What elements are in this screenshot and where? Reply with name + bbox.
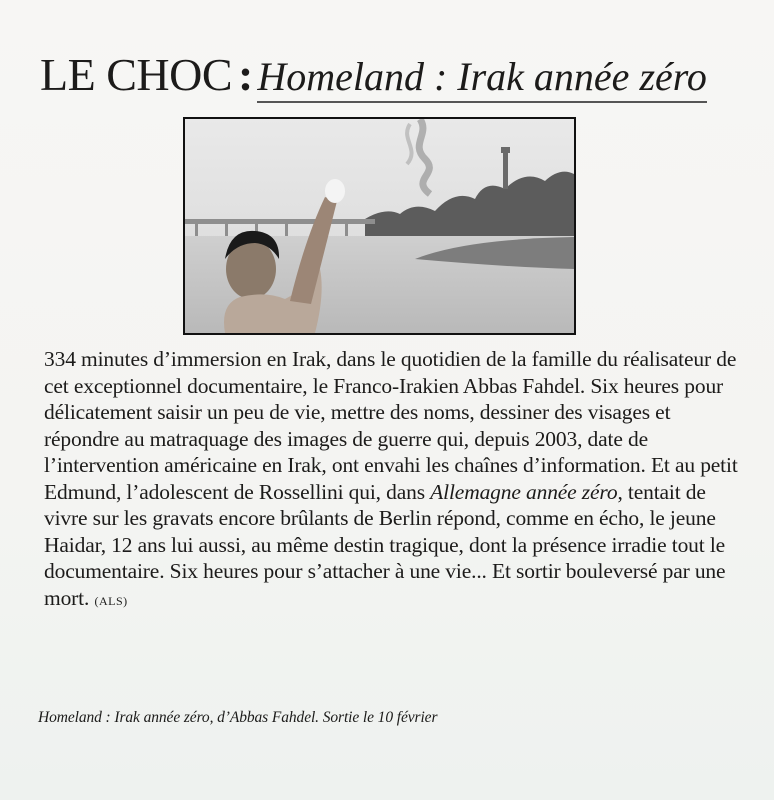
article-text-part1: 334 minutes d’immersion en Irak, dans le quotidien de la famille du réalisateur de cet exceptionnel documentaire, le Franco-Irakien Abbas Fahdel. Six heures pour délicatement saisir un peu de vie, mettre des noms, dessiner des visages et répondre au matraquage des images de guerre qui, depuis 2003, date de l’intervention américaine en Irak, ont envahi les chaînes d’information. Et au petit Edmund, l’adolescent de Rossellini qui, dans [44,347,738,504]
author-signature: (ALS) [94,593,128,608]
film-reference: Allemagne année zéro [430,479,618,504]
article-body [44,346,744,614]
film-credit: Homeland : Irak année zéro, d’Abbas Fahdel. Sortie le 10 février [38,709,438,726]
article-heading [40,49,740,100]
film-still-image [185,119,574,333]
heading-separator: : [238,49,254,100]
heading-film-title: Homeland : Irak année zéro [257,54,707,103]
heading-kicker: LE CHOC [40,49,232,100]
film-still-photo [183,117,576,335]
article-text-part2: , tentait de vivre sur les gravats encore brûlants de Berlin répond, comme en écho, le jeune Haidar, 12 ans lui aussi, au même destin tragique, dont la présence irradie tout le documentaire. Six heures pour s’attacher à une vie... Et sortir bouleversé par une mort. [44,479,726,610]
